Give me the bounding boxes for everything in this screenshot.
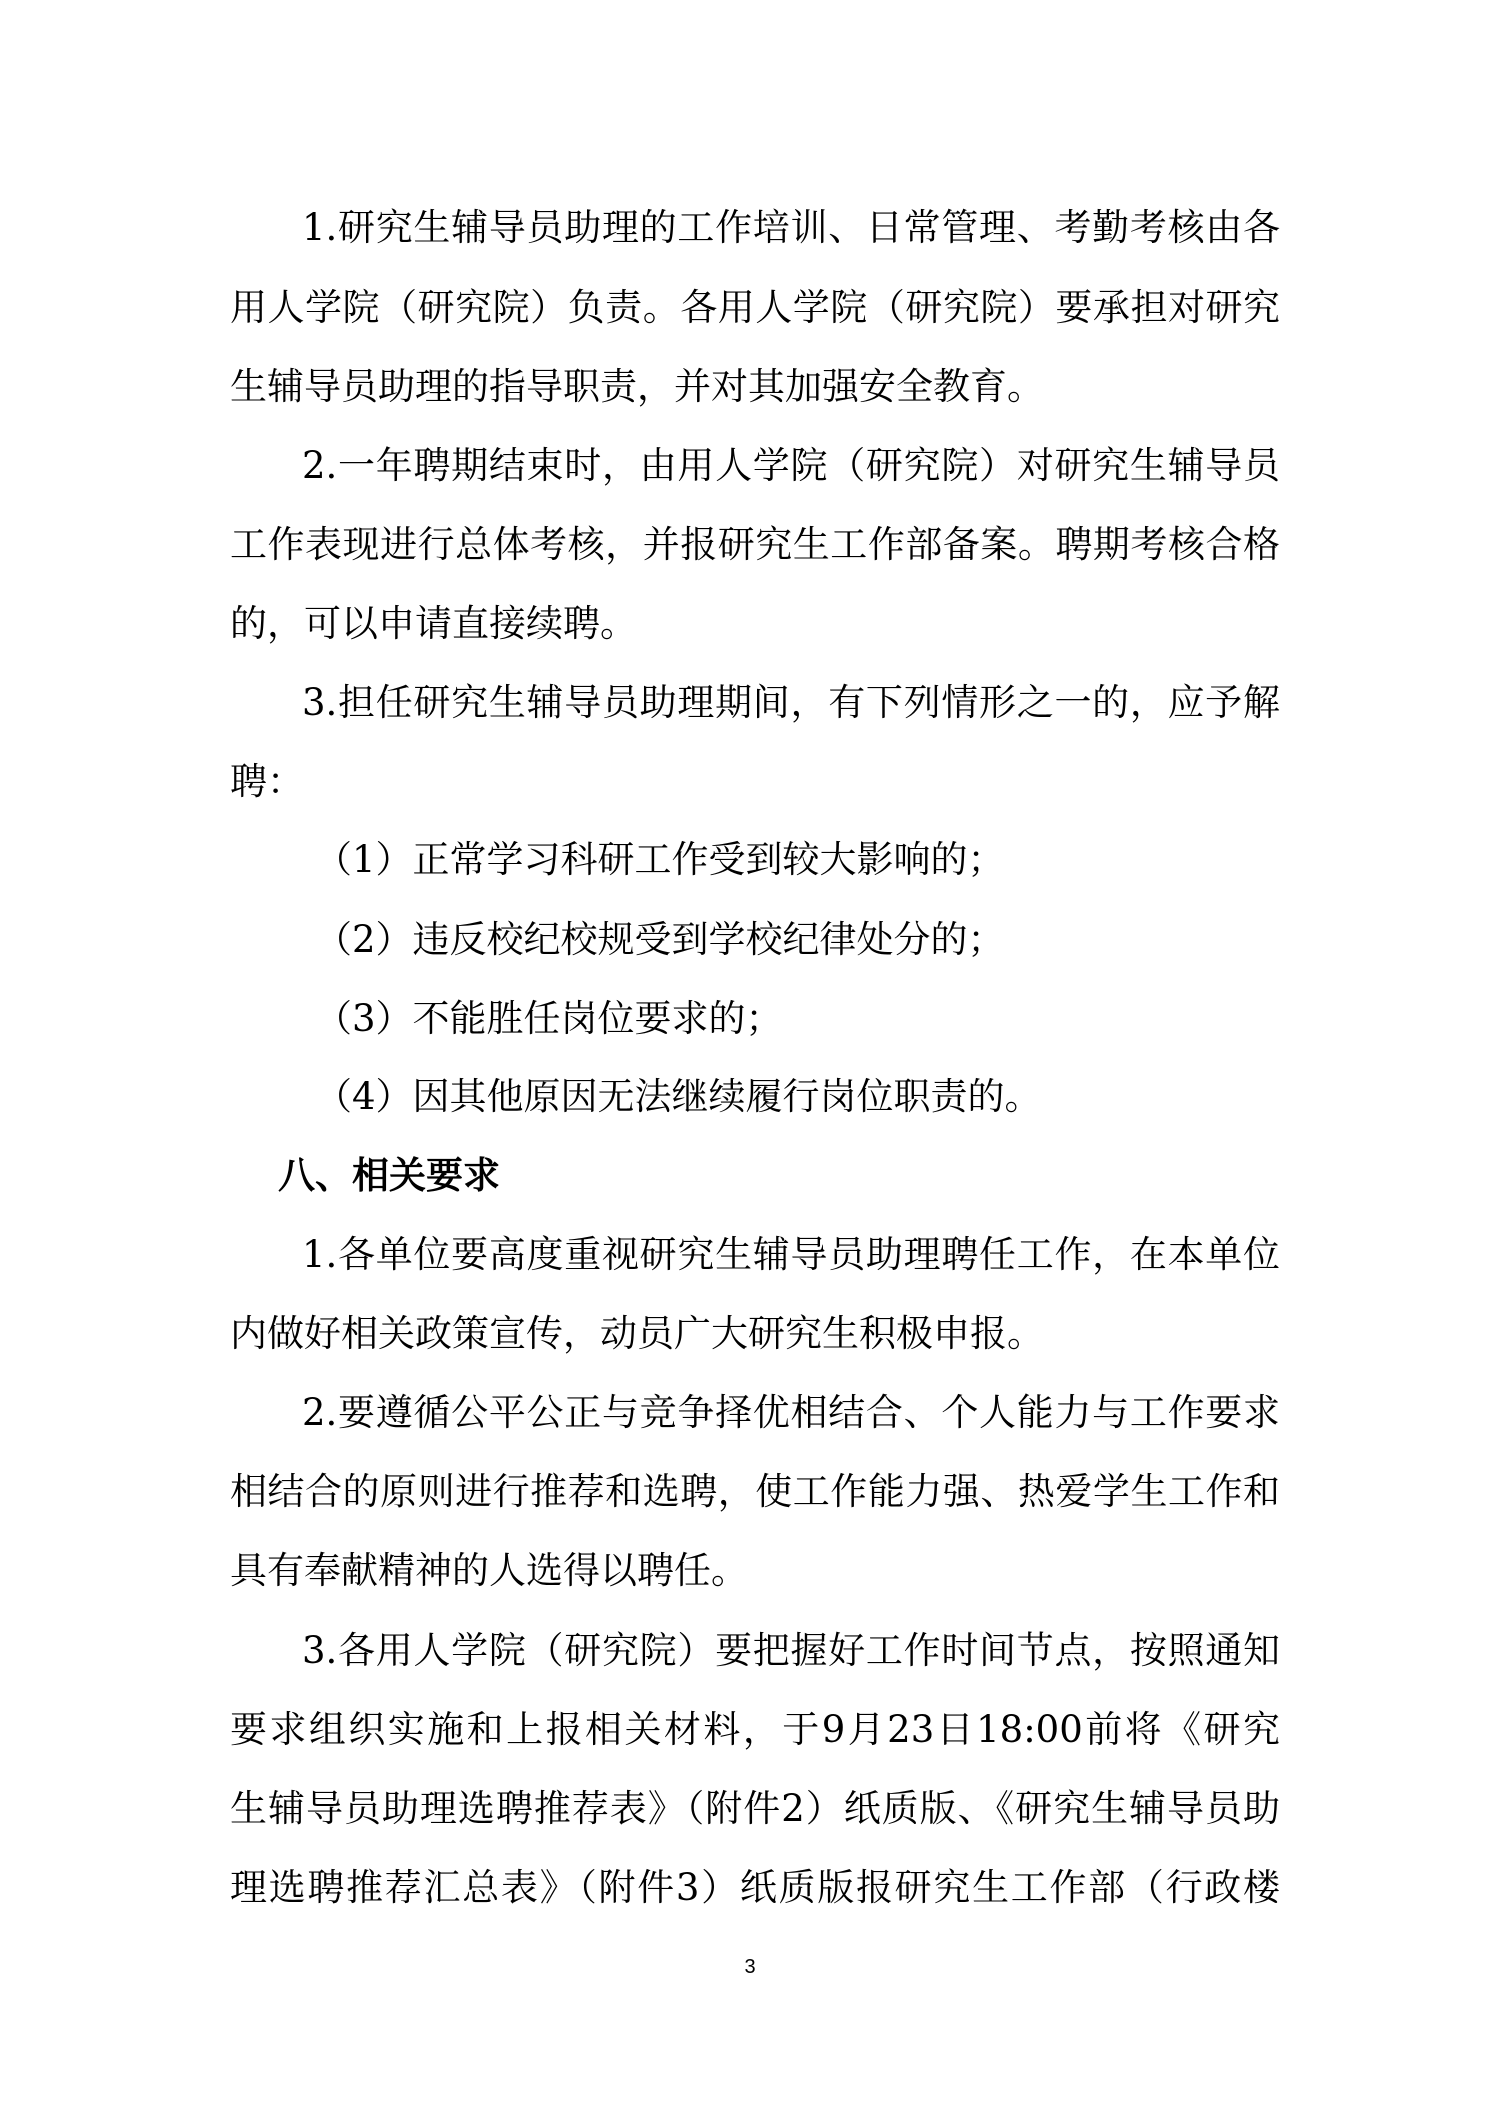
text-line: 内做好相关政策宣传，动员广大研究生积极申报。 <box>230 1312 1044 1355</box>
text-line: 工作表现进行总体考核，并报研究生工作部备案。聘期考核合格 <box>230 523 1280 566</box>
section-heading: 八、相关要求 <box>278 1154 500 1197</box>
page-number: 3 <box>744 1956 756 1978</box>
list-item: （4）因其他原因无法继续履行岗位职责的。 <box>315 1075 1042 1118</box>
text-line: 2.要遵循公平公正与竞争择优相结合、个人能力与工作要求 <box>302 1391 1280 1434</box>
text-line: 相结合的原则进行推荐和选聘，使工作能力强、热爱学生工作和 <box>230 1470 1280 1513</box>
text-line: 用人学院（研究院）负责。各用人学院（研究院）要承担对研究 <box>230 286 1280 329</box>
text-line: 3.担任研究生辅导员助理期间，有下列情形之一的，应予解 <box>302 681 1280 724</box>
list-item: （3）不能胜任岗位要求的； <box>315 997 783 1040</box>
text-line: 2.一年聘期结束时，由用人学院（研究院）对研究生辅导员 <box>302 444 1280 487</box>
text-line: 生辅导员助理选聘推荐表》（附件2）纸质版、《研究生辅导员助 <box>230 1787 1280 1830</box>
text-line: 聘： <box>230 760 304 803</box>
text-line: 具有奉献精神的人选得以聘任。 <box>230 1549 748 1592</box>
text-line: 1.各单位要高度重视研究生辅导员助理聘任工作，在本单位 <box>302 1233 1280 1276</box>
text-line: 要求组织实施和上报相关材料，于9月23日18:00前将《研究 <box>230 1708 1280 1751</box>
text-line: 的，可以申请直接续聘。 <box>230 602 637 645</box>
text-line: 3.各用人学院（研究院）要把握好工作时间节点，按照通知 <box>302 1629 1280 1672</box>
text-line: 1.研究生辅导员助理的工作培训、日常管理、考勤考核由各 <box>302 206 1280 249</box>
text-line: 生辅导员助理的指导职责，并对其加强安全教育。 <box>230 365 1044 408</box>
text-line: 理选聘推荐汇总表》（附件3）纸质版报研究生工作部（行政楼 <box>230 1866 1280 1909</box>
list-item: （2）违反校纪校规受到学校纪律处分的； <box>315 918 1005 961</box>
list-item: （1）正常学习科研工作受到较大影响的； <box>315 838 1005 881</box>
